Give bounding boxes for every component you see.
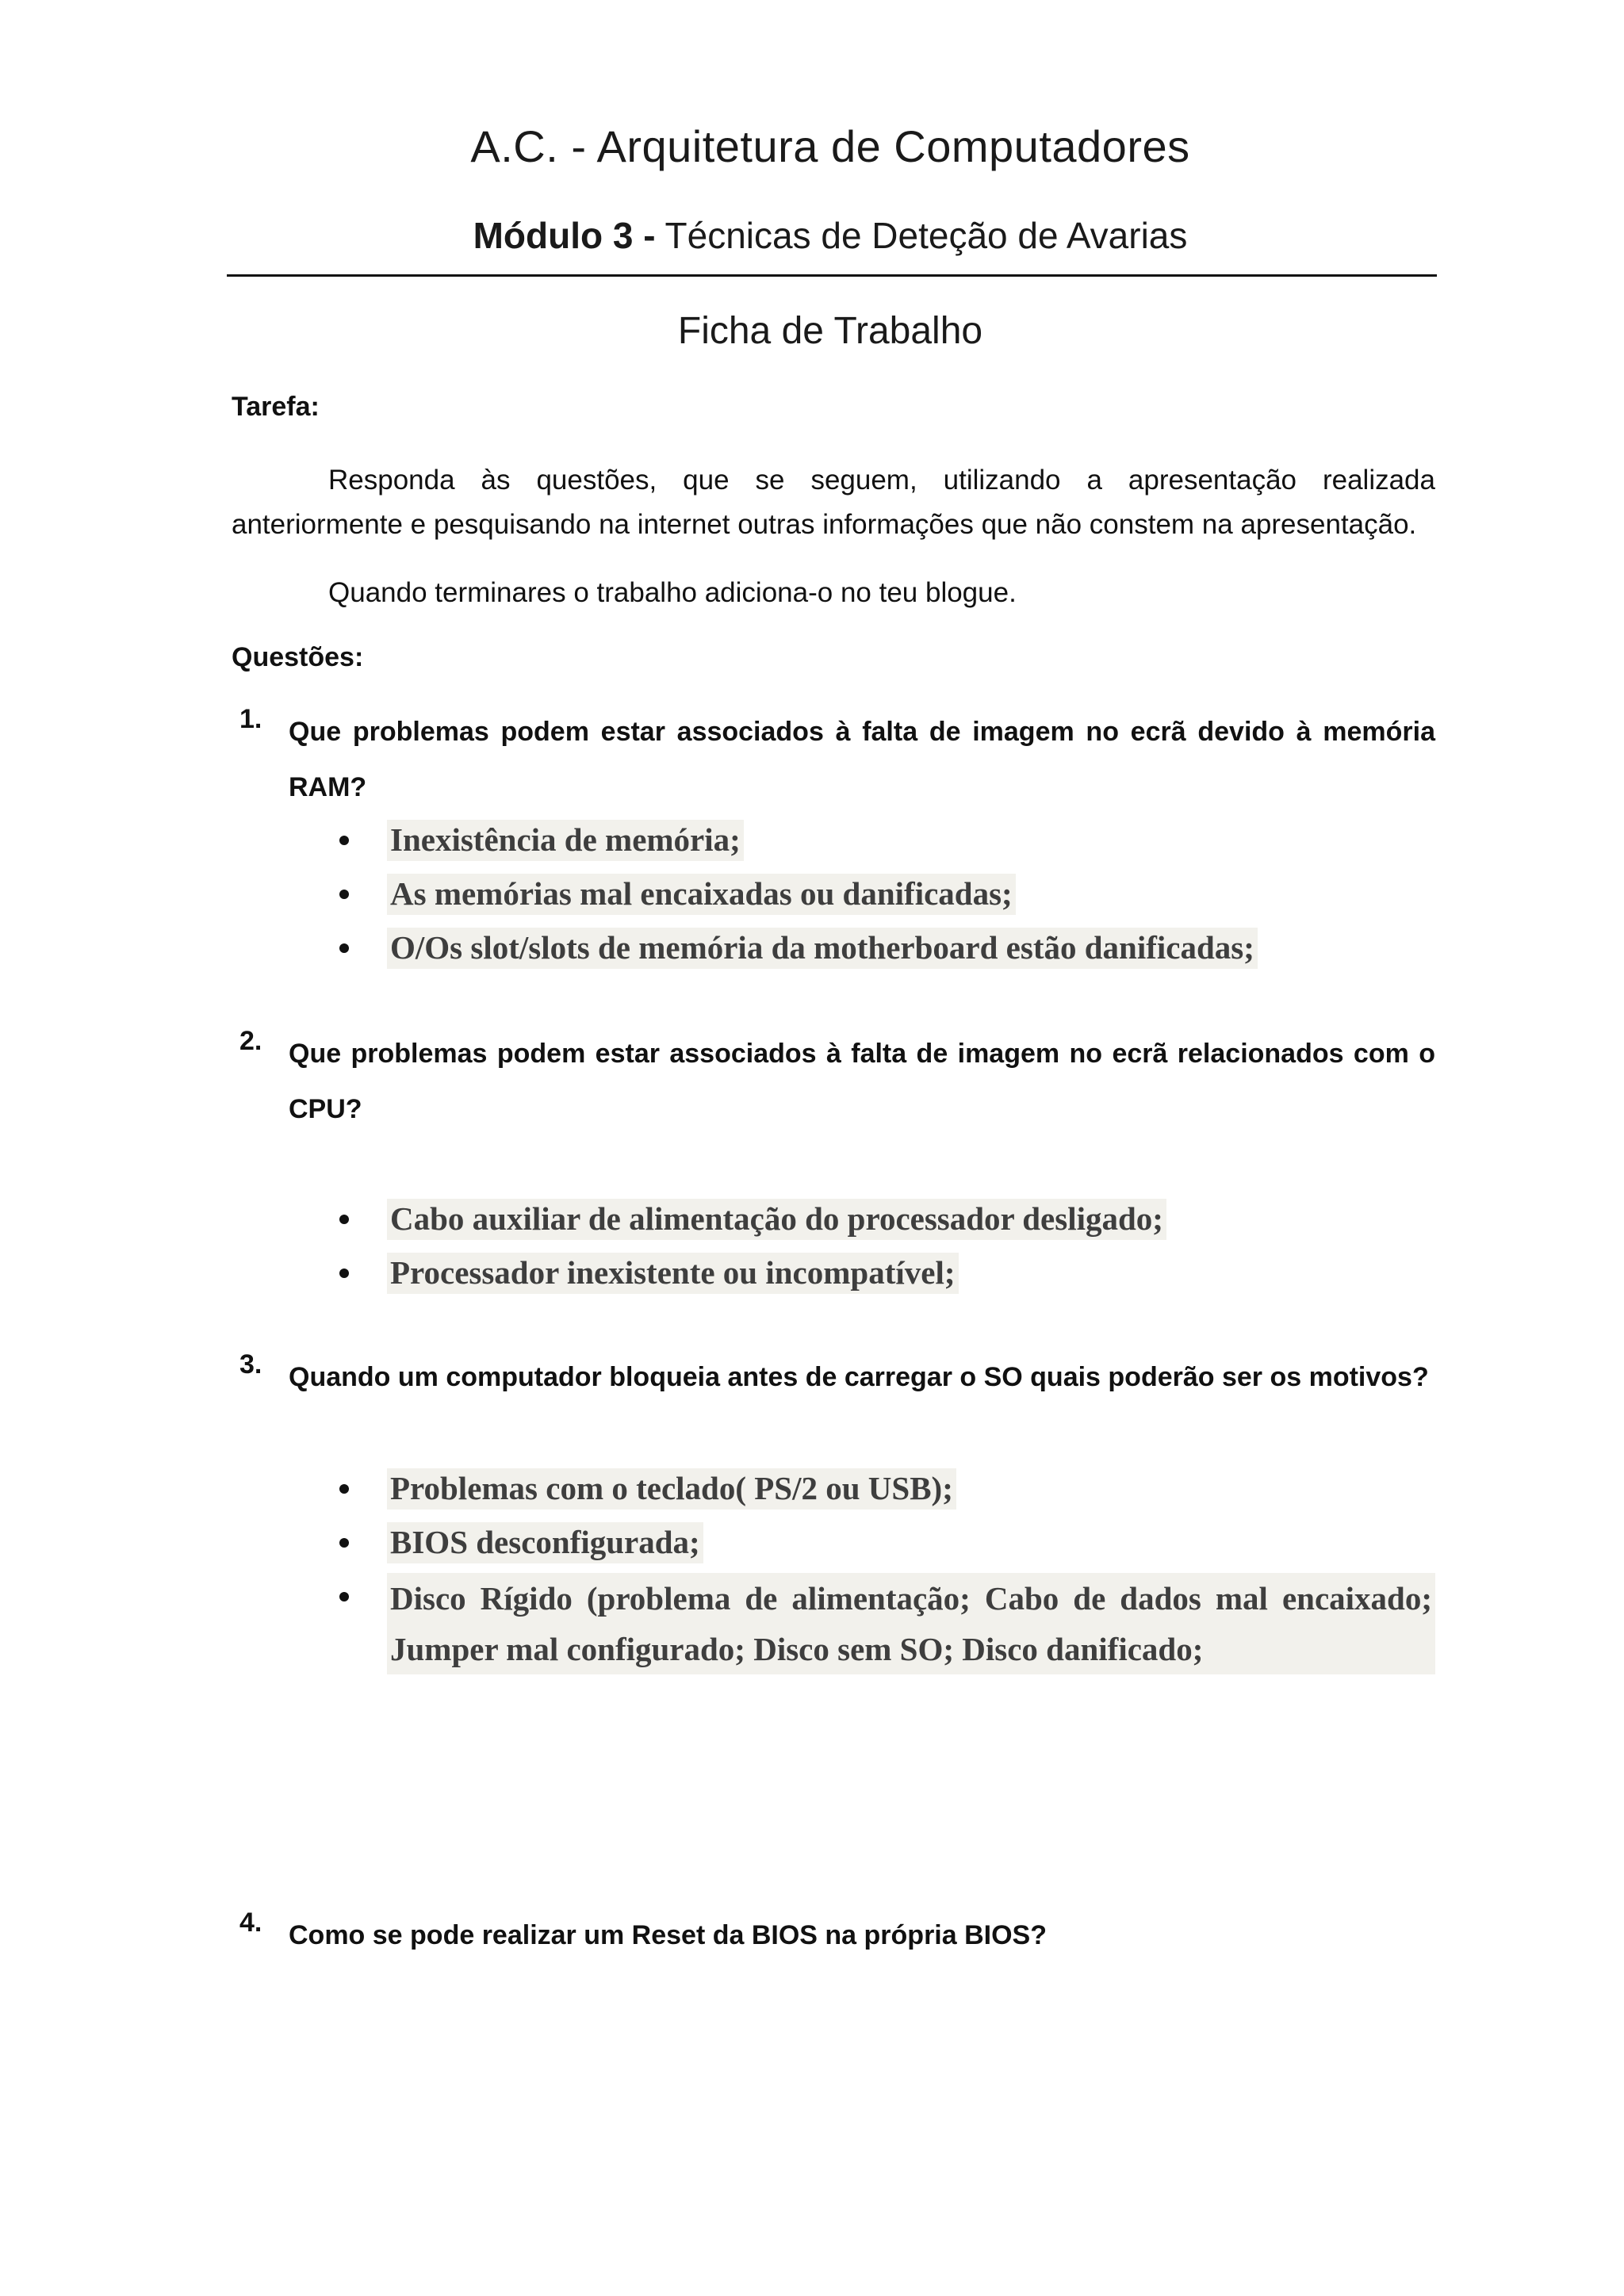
answer-text: Disco Rígido (problema de alimentação; Cabo de dados mal encaixado; Jumper mal configurado; Disco sem SO; Disco danificado;	[387, 1573, 1435, 1674]
answer-text: Problemas com o teclado( PS/2 ou USB);	[387, 1468, 956, 1510]
header-divider	[227, 274, 1437, 277]
question-number: 3.	[239, 1349, 262, 1380]
answer-text: BIOS desconfigurada;	[387, 1522, 703, 1563]
question-text: Que problemas podem estar associados à falta de imagem no ecrã devido à memória RAM?	[289, 717, 1435, 802]
module-number: Módulo 3 -	[473, 215, 656, 256]
task-instruction: Quando terminares o trabalho adiciona-o no teu blogue.	[328, 577, 1017, 608]
question-2	[239, 1026, 1435, 1137]
answer-item	[333, 1249, 1435, 1303]
answer-list-2	[333, 1196, 1435, 1303]
answer-text: Inexistência de memória;	[387, 820, 744, 861]
module-heading	[0, 214, 1624, 257]
answer-item	[333, 924, 1435, 978]
sheet-title: Ficha de Trabalho	[677, 310, 983, 352]
question-1	[239, 704, 1435, 802]
document-title: A.C. - Arquitetura de Computadores	[470, 121, 1190, 171]
question-number: 1.	[239, 704, 262, 734]
answer-item	[333, 1519, 1435, 1573]
answer-text: As memórias mal encaixadas ou danificadas;	[387, 874, 1016, 915]
question-text: Quando um computador bloqueia antes de carregar o SO quais poderão ser os motivos?	[289, 1362, 1429, 1392]
answer-text: Processador inexistente ou incompatível;	[387, 1253, 959, 1294]
question-number: 2.	[239, 1026, 262, 1056]
questions-label: Questões:	[232, 642, 364, 672]
question-3	[239, 1349, 1435, 1405]
task-paragraph: Responda às questões, que se seguem, utilizando a apresentação realizada anteriormente e pesquisando na internet outras informações que não constem na apresentação.	[232, 465, 1435, 540]
answer-item	[333, 1465, 1435, 1519]
answer-list-1	[333, 817, 1435, 978]
question-4	[239, 1908, 1435, 1963]
module-subject: Técnicas de Deteção de Avarias	[655, 215, 1188, 256]
question-text: Que problemas podem estar associados à falta de imagem no ecrã relacionados com o CPU?	[289, 1039, 1435, 1124]
task-label: Tarefa:	[232, 392, 320, 422]
answer-item	[333, 817, 1435, 871]
answer-item	[333, 871, 1435, 924]
answer-text: O/Os slot/slots de memória da motherboard estão danificadas;	[387, 928, 1258, 969]
question-text: Como se pode realizar um Reset da BIOS na própria BIOS?	[289, 1920, 1048, 1950]
answer-item	[333, 1573, 1435, 1674]
answer-text: Cabo auxiliar de alimentação do processador desligado;	[387, 1199, 1166, 1240]
question-number: 4.	[239, 1908, 262, 1938]
answer-item	[333, 1196, 1435, 1249]
answer-list-3	[333, 1465, 1435, 1674]
